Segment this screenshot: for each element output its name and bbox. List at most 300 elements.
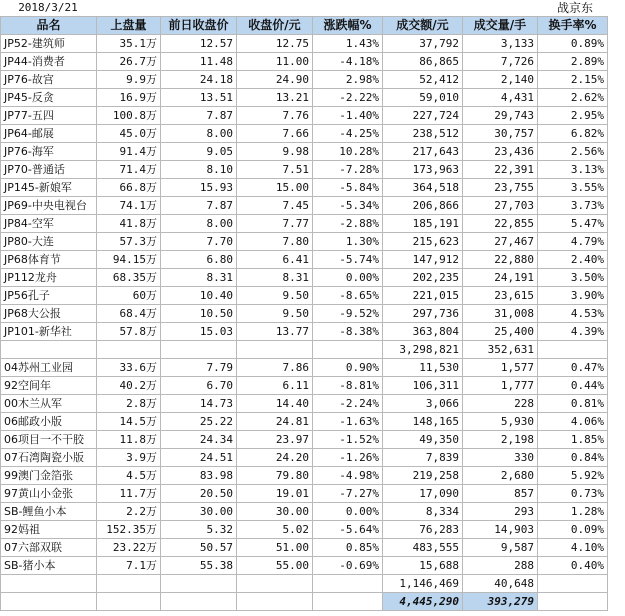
cell-close[interactable]: 13.77 <box>237 323 313 341</box>
table-row <box>1 431 608 449</box>
cell-turnover[interactable]: 0.89% <box>538 35 608 53</box>
cell-amount[interactable]: 15,688 <box>383 557 463 575</box>
cell-change[interactable]: -1.63% <box>313 413 383 431</box>
table-row <box>1 35 608 53</box>
cell-turnover[interactable]: 3.13% <box>538 161 608 179</box>
cell-close[interactable]: 9.50 <box>237 305 313 323</box>
empty-cell[interactable] <box>237 593 313 611</box>
cell-turnover[interactable]: 1.28% <box>538 503 608 521</box>
cell-listed[interactable]: 57.8万 <box>97 323 161 341</box>
cell-listed[interactable]: 2.8万 <box>97 395 161 413</box>
cell-prev-close[interactable]: 7.87 <box>161 107 237 125</box>
cell-amount[interactable]: 106,311 <box>383 377 463 395</box>
cell-name[interactable]: SB-鲤鱼小本 <box>1 503 97 521</box>
empty-cell[interactable] <box>538 593 608 611</box>
cell-name[interactable]: JP80-大连 <box>1 233 97 251</box>
cell-amount[interactable]: 221,015 <box>383 287 463 305</box>
cell-listed[interactable]: 26.7万 <box>97 53 161 71</box>
header-amount[interactable]: 成交额/元 <box>383 17 463 35</box>
cell-volume[interactable]: 27,467 <box>463 233 538 251</box>
cell-listed[interactable]: 152.35万 <box>97 521 161 539</box>
cell-name[interactable]: JP76-故宫 <box>1 71 97 89</box>
grand-total-row-amount[interactable]: 4,445,290 <box>383 593 463 611</box>
header-change[interactable]: 涨跌幅% <box>313 17 383 35</box>
cell-listed[interactable]: 60万 <box>97 287 161 305</box>
cell-change[interactable]: -1.52% <box>313 431 383 449</box>
cell-close[interactable]: 23.97 <box>237 431 313 449</box>
cell-close[interactable]: 51.00 <box>237 539 313 557</box>
cell-change[interactable]: -4.18% <box>313 53 383 71</box>
report-date: 2018/3/21 <box>18 1 78 14</box>
header-listed[interactable]: 上盘量 <box>97 17 161 35</box>
table-row <box>1 161 608 179</box>
cell-close[interactable]: 24.20 <box>237 449 313 467</box>
table-row <box>1 197 608 215</box>
grand-total-row-volume[interactable]: 393,279 <box>463 593 538 611</box>
subtotal-row <box>1 341 608 359</box>
cell-change[interactable]: 0.00% <box>313 269 383 287</box>
cell-close[interactable]: 6.11 <box>237 377 313 395</box>
cell-prev-close[interactable]: 7.87 <box>161 197 237 215</box>
cell-change[interactable]: -4.25% <box>313 125 383 143</box>
cell-name[interactable]: JP84-空军 <box>1 215 97 233</box>
cell-amount[interactable]: 206,866 <box>383 197 463 215</box>
cell-change[interactable]: 0.90% <box>313 359 383 377</box>
table-row <box>1 449 608 467</box>
header-close[interactable]: 收盘价/元 <box>237 17 313 35</box>
empty-cell[interactable] <box>97 593 161 611</box>
cell-amount[interactable]: 86,865 <box>383 53 463 71</box>
cell-close[interactable]: 79.80 <box>237 467 313 485</box>
cell-name[interactable]: 06项目一不干胶 <box>1 431 97 449</box>
empty-cell[interactable] <box>97 341 161 359</box>
cell-change[interactable]: -5.34% <box>313 197 383 215</box>
cell-name[interactable]: JP68体育节 <box>1 251 97 269</box>
cell-turnover[interactable]: 0.44% <box>538 377 608 395</box>
empty-cell[interactable] <box>237 575 313 593</box>
cell-turnover[interactable]: 2.62% <box>538 89 608 107</box>
cell-turnover[interactable]: 3.50% <box>538 269 608 287</box>
cell-listed[interactable]: 68.35万 <box>97 269 161 287</box>
cell-listed[interactable]: 68.4万 <box>97 305 161 323</box>
subtotal-row-amount[interactable]: 1,146,469 <box>383 575 463 593</box>
cell-listed[interactable]: 66.8万 <box>97 179 161 197</box>
cell-name[interactable]: JP76-海军 <box>1 143 97 161</box>
cell-prev-close[interactable]: 14.73 <box>161 395 237 413</box>
cell-change[interactable]: 1.30% <box>313 233 383 251</box>
cell-change[interactable]: -8.38% <box>313 323 383 341</box>
subtotal-row-volume[interactable]: 40,648 <box>463 575 538 593</box>
empty-cell[interactable] <box>313 575 383 593</box>
cell-listed[interactable]: 91.4万 <box>97 143 161 161</box>
cell-turnover[interactable]: 0.73% <box>538 485 608 503</box>
cell-listed[interactable]: 11.8万 <box>97 431 161 449</box>
cell-prev-close[interactable]: 83.98 <box>161 467 237 485</box>
cell-change[interactable]: -4.98% <box>313 467 383 485</box>
cell-change[interactable]: -5.84% <box>313 179 383 197</box>
cell-close[interactable]: 19.01 <box>237 485 313 503</box>
cell-listed[interactable]: 40.2万 <box>97 377 161 395</box>
cell-volume[interactable]: 4,431 <box>463 89 538 107</box>
cell-turnover[interactable]: 4.06% <box>538 413 608 431</box>
cell-prev-close[interactable]: 30.00 <box>161 503 237 521</box>
cell-name[interactable]: JP56孔子 <box>1 287 97 305</box>
cell-listed[interactable]: 94.15万 <box>97 251 161 269</box>
cell-turnover[interactable]: 4.39% <box>538 323 608 341</box>
cell-name[interactable]: 07六部双联 <box>1 539 97 557</box>
cell-prev-close[interactable]: 8.10 <box>161 161 237 179</box>
cell-name[interactable]: JP52-建筑师 <box>1 35 97 53</box>
cell-name[interactable]: JP68大公报 <box>1 305 97 323</box>
cell-volume[interactable]: 14,903 <box>463 521 538 539</box>
cell-change[interactable]: -2.88% <box>313 215 383 233</box>
cell-name[interactable]: 04苏州工业园 <box>1 359 97 377</box>
cell-prev-close[interactable]: 15.03 <box>161 323 237 341</box>
cell-name[interactable]: JP70-普通话 <box>1 161 97 179</box>
cell-prev-close[interactable]: 8.31 <box>161 269 237 287</box>
cell-change[interactable]: -1.40% <box>313 107 383 125</box>
cell-volume[interactable]: 7,726 <box>463 53 538 71</box>
cell-close[interactable]: 6.41 <box>237 251 313 269</box>
cell-volume[interactable]: 30,757 <box>463 125 538 143</box>
cell-amount[interactable]: 37,792 <box>383 35 463 53</box>
cell-close[interactable]: 12.75 <box>237 35 313 53</box>
cell-listed[interactable]: 33.6万 <box>97 359 161 377</box>
cell-prev-close[interactable]: 6.80 <box>161 251 237 269</box>
cell-volume[interactable]: 293 <box>463 503 538 521</box>
cell-amount[interactable]: 364,518 <box>383 179 463 197</box>
table-row <box>1 233 608 251</box>
cell-volume[interactable]: 29,743 <box>463 107 538 125</box>
cell-close[interactable]: 9.50 <box>237 287 313 305</box>
cell-volume[interactable]: 27,703 <box>463 197 538 215</box>
table-row <box>1 215 608 233</box>
empty-cell[interactable] <box>1 593 97 611</box>
cell-prev-close[interactable]: 7.70 <box>161 233 237 251</box>
cell-amount[interactable]: 219,258 <box>383 467 463 485</box>
cell-prev-close[interactable]: 25.22 <box>161 413 237 431</box>
empty-cell[interactable] <box>1 575 97 593</box>
cell-change[interactable]: -9.52% <box>313 305 383 323</box>
empty-cell[interactable] <box>1 341 97 359</box>
cell-turnover[interactable]: 2.15% <box>538 71 608 89</box>
cell-listed[interactable]: 11.7万 <box>97 485 161 503</box>
header-name[interactable]: 品名 <box>1 17 97 35</box>
cell-prev-close[interactable]: 12.57 <box>161 35 237 53</box>
table-row <box>1 53 608 71</box>
cell-turnover[interactable]: 1.85% <box>538 431 608 449</box>
cell-volume[interactable]: 5,930 <box>463 413 538 431</box>
cell-amount[interactable]: 363,804 <box>383 323 463 341</box>
cell-turnover[interactable]: 4.53% <box>538 305 608 323</box>
cell-change[interactable]: 0.00% <box>313 503 383 521</box>
cell-listed[interactable]: 4.5万 <box>97 467 161 485</box>
cell-listed[interactable]: 7.1万 <box>97 557 161 575</box>
cell-turnover[interactable]: 4.10% <box>538 539 608 557</box>
cell-close[interactable]: 8.31 <box>237 269 313 287</box>
cell-close[interactable]: 24.81 <box>237 413 313 431</box>
cell-change[interactable]: -8.81% <box>313 377 383 395</box>
cell-change[interactable]: -5.74% <box>313 251 383 269</box>
cell-close[interactable]: 7.76 <box>237 107 313 125</box>
cell-amount[interactable]: 297,736 <box>383 305 463 323</box>
cell-volume[interactable]: 2,680 <box>463 467 538 485</box>
cell-prev-close[interactable]: 11.48 <box>161 53 237 71</box>
cell-change[interactable]: 10.28% <box>313 143 383 161</box>
cell-volume[interactable]: 857 <box>463 485 538 503</box>
subtotal-row-volume[interactable]: 352,631 <box>463 341 538 359</box>
cell-name[interactable]: SB-猪小本 <box>1 557 97 575</box>
empty-cell[interactable] <box>538 341 608 359</box>
cell-volume[interactable]: 1,577 <box>463 359 538 377</box>
cell-amount[interactable]: 173,963 <box>383 161 463 179</box>
cell-turnover[interactable]: 5.47% <box>538 215 608 233</box>
cell-turnover[interactable]: 3.90% <box>538 287 608 305</box>
cell-name[interactable]: JP101-新华社 <box>1 323 97 341</box>
data-table <box>0 16 608 611</box>
cell-close[interactable]: 15.00 <box>237 179 313 197</box>
cell-prev-close[interactable]: 10.50 <box>161 305 237 323</box>
cell-turnover[interactable]: 2.40% <box>538 251 608 269</box>
cell-volume[interactable]: 22,391 <box>463 161 538 179</box>
cell-amount[interactable]: 215,623 <box>383 233 463 251</box>
cell-turnover[interactable]: 0.40% <box>538 557 608 575</box>
cell-name[interactable]: JP44-消费者 <box>1 53 97 71</box>
cell-change[interactable]: -1.26% <box>313 449 383 467</box>
cell-volume[interactable]: 23,615 <box>463 287 538 305</box>
cell-listed[interactable]: 100.8万 <box>97 107 161 125</box>
cell-prev-close[interactable]: 50.57 <box>161 539 237 557</box>
cell-change[interactable]: -7.28% <box>313 161 383 179</box>
cell-amount[interactable]: 17,090 <box>383 485 463 503</box>
table-row <box>1 107 608 125</box>
cell-prev-close[interactable]: 24.51 <box>161 449 237 467</box>
cell-change[interactable]: 2.98% <box>313 71 383 89</box>
cell-amount[interactable]: 11,530 <box>383 359 463 377</box>
cell-volume[interactable]: 288 <box>463 557 538 575</box>
cell-amount[interactable]: 49,350 <box>383 431 463 449</box>
table-row <box>1 89 608 107</box>
cell-volume[interactable]: 22,880 <box>463 251 538 269</box>
cell-prev-close[interactable]: 6.70 <box>161 377 237 395</box>
cell-turnover[interactable]: 3.73% <box>538 197 608 215</box>
cell-listed[interactable]: 71.4万 <box>97 161 161 179</box>
cell-close[interactable]: 14.40 <box>237 395 313 413</box>
cell-amount[interactable]: 7,839 <box>383 449 463 467</box>
cell-amount[interactable]: 217,643 <box>383 143 463 161</box>
table-row <box>1 359 608 377</box>
cell-amount[interactable]: 3,066 <box>383 395 463 413</box>
cell-volume[interactable]: 31,008 <box>463 305 538 323</box>
title-row <box>0 0 625 16</box>
cell-change[interactable]: 0.85% <box>313 539 383 557</box>
cell-close[interactable]: 7.80 <box>237 233 313 251</box>
cell-volume[interactable]: 25,400 <box>463 323 538 341</box>
cell-close[interactable]: 7.86 <box>237 359 313 377</box>
cell-close[interactable]: 7.45 <box>237 197 313 215</box>
empty-cell[interactable] <box>161 593 237 611</box>
table-row <box>1 503 608 521</box>
cell-volume[interactable]: 1,777 <box>463 377 538 395</box>
cell-amount[interactable]: 76,283 <box>383 521 463 539</box>
cell-volume[interactable]: 228 <box>463 395 538 413</box>
cell-turnover[interactable]: 5.92% <box>538 467 608 485</box>
subtotal-row <box>1 575 608 593</box>
cell-turnover[interactable]: 0.84% <box>538 449 608 467</box>
cell-prev-close[interactable]: 7.79 <box>161 359 237 377</box>
cell-listed[interactable]: 74.1万 <box>97 197 161 215</box>
cell-turnover[interactable]: 3.55% <box>538 179 608 197</box>
author-label: 战京东 <box>556 1 593 15</box>
cell-volume[interactable]: 2,140 <box>463 71 538 89</box>
cell-amount[interactable]: 59,010 <box>383 89 463 107</box>
cell-change[interactable]: -7.27% <box>313 485 383 503</box>
table-row <box>1 557 608 575</box>
cell-close[interactable]: 11.00 <box>237 53 313 71</box>
empty-cell[interactable] <box>313 341 383 359</box>
empty-cell[interactable] <box>161 575 237 593</box>
cell-amount[interactable]: 185,191 <box>383 215 463 233</box>
cell-listed[interactable]: 35.1万 <box>97 35 161 53</box>
cell-listed[interactable]: 9.9万 <box>97 71 161 89</box>
empty-cell[interactable] <box>161 341 237 359</box>
cell-turnover[interactable]: 0.81% <box>538 395 608 413</box>
cell-prev-close[interactable]: 8.00 <box>161 125 237 143</box>
cell-volume[interactable]: 9,587 <box>463 539 538 557</box>
cell-name[interactable]: JP69-中央电视台 <box>1 197 97 215</box>
table-row <box>1 377 608 395</box>
cell-prev-close[interactable]: 24.18 <box>161 71 237 89</box>
cell-name[interactable]: 92妈祖 <box>1 521 97 539</box>
cell-amount[interactable]: 202,235 <box>383 269 463 287</box>
cell-prev-close[interactable]: 20.50 <box>161 485 237 503</box>
cell-prev-close[interactable]: 9.05 <box>161 143 237 161</box>
cell-prev-close[interactable]: 13.51 <box>161 89 237 107</box>
cell-turnover[interactable]: 0.09% <box>538 521 608 539</box>
cell-close[interactable]: 24.90 <box>237 71 313 89</box>
cell-name[interactable]: 99澳门金箔张 <box>1 467 97 485</box>
cell-turnover[interactable]: 0.47% <box>538 359 608 377</box>
table-row <box>1 269 608 287</box>
cell-name[interactable]: 97黄山小金张 <box>1 485 97 503</box>
cell-amount[interactable]: 8,334 <box>383 503 463 521</box>
cell-change[interactable]: -0.69% <box>313 557 383 575</box>
table-row <box>1 143 608 161</box>
cell-turnover[interactable]: 2.56% <box>538 143 608 161</box>
cell-volume[interactable]: 23,436 <box>463 143 538 161</box>
table-row <box>1 467 608 485</box>
cell-listed[interactable]: 41.8万 <box>97 215 161 233</box>
cell-turnover[interactable]: 2.89% <box>538 53 608 71</box>
cell-prev-close[interactable]: 10.40 <box>161 287 237 305</box>
table-row <box>1 413 608 431</box>
cell-change[interactable]: -5.64% <box>313 521 383 539</box>
cell-change[interactable]: -2.24% <box>313 395 383 413</box>
cell-amount[interactable]: 147,912 <box>383 251 463 269</box>
cell-amount[interactable]: 227,724 <box>383 107 463 125</box>
cell-listed[interactable]: 23.22万 <box>97 539 161 557</box>
cell-close[interactable]: 7.77 <box>237 215 313 233</box>
cell-turnover[interactable]: 4.79% <box>538 233 608 251</box>
cell-name[interactable]: 00木兰从军 <box>1 395 97 413</box>
cell-prev-close[interactable]: 24.34 <box>161 431 237 449</box>
cell-name[interactable]: 07石湾陶瓷小版 <box>1 449 97 467</box>
cell-close[interactable]: 9.98 <box>237 143 313 161</box>
cell-turnover[interactable]: 2.95% <box>538 107 608 125</box>
cell-name[interactable]: JP145-新娘军 <box>1 179 97 197</box>
table-row <box>1 521 608 539</box>
cell-listed[interactable]: 2.2万 <box>97 503 161 521</box>
cell-amount[interactable]: 52,412 <box>383 71 463 89</box>
empty-cell[interactable] <box>237 341 313 359</box>
cell-close[interactable]: 30.00 <box>237 503 313 521</box>
empty-cell[interactable] <box>313 593 383 611</box>
cell-turnover[interactable]: 6.82% <box>538 125 608 143</box>
cell-listed[interactable]: 3.9万 <box>97 449 161 467</box>
cell-close[interactable]: 5.02 <box>237 521 313 539</box>
cell-prev-close[interactable]: 15.93 <box>161 179 237 197</box>
subtotal-row-amount[interactable]: 3,298,821 <box>383 341 463 359</box>
table-row <box>1 71 608 89</box>
cell-listed[interactable]: 16.9万 <box>97 89 161 107</box>
header-row <box>1 17 608 35</box>
table-row <box>1 179 608 197</box>
cell-close[interactable]: 7.51 <box>237 161 313 179</box>
table-row <box>1 287 608 305</box>
cell-close[interactable]: 13.21 <box>237 89 313 107</box>
table-row <box>1 305 608 323</box>
table-row <box>1 323 608 341</box>
cell-volume[interactable]: 23,755 <box>463 179 538 197</box>
table-row <box>1 395 608 413</box>
cell-amount[interactable]: 238,512 <box>383 125 463 143</box>
grand-total-row <box>1 593 608 611</box>
cell-volume[interactable]: 2,198 <box>463 431 538 449</box>
cell-name[interactable]: JP112龙舟 <box>1 269 97 287</box>
cell-name[interactable]: JP64-邮展 <box>1 125 97 143</box>
table-row <box>1 539 608 557</box>
cell-close[interactable]: 7.66 <box>237 125 313 143</box>
cell-volume[interactable]: 22,855 <box>463 215 538 233</box>
header-turnover[interactable]: 换手率% <box>538 17 608 35</box>
cell-name[interactable]: JP77-五四 <box>1 107 97 125</box>
cell-listed[interactable]: 45.0万 <box>97 125 161 143</box>
header-volume[interactable]: 成交量/手 <box>463 17 538 35</box>
cell-listed[interactable]: 57.3万 <box>97 233 161 251</box>
cell-prev-close[interactable]: 8.00 <box>161 215 237 233</box>
cell-volume[interactable]: 24,191 <box>463 269 538 287</box>
table-row <box>1 251 608 269</box>
cell-amount[interactable]: 148,165 <box>383 413 463 431</box>
cell-name[interactable]: 06邮政小版 <box>1 413 97 431</box>
empty-cell[interactable] <box>538 575 608 593</box>
cell-change[interactable]: -8.65% <box>313 287 383 305</box>
cell-change[interactable]: 1.43% <box>313 35 383 53</box>
cell-close[interactable]: 55.00 <box>237 557 313 575</box>
cell-prev-close[interactable]: 55.38 <box>161 557 237 575</box>
cell-amount[interactable]: 483,555 <box>383 539 463 557</box>
cell-volume[interactable]: 330 <box>463 449 538 467</box>
empty-cell[interactable] <box>97 575 161 593</box>
cell-prev-close[interactable]: 5.32 <box>161 521 237 539</box>
cell-name[interactable]: 92空间年 <box>1 377 97 395</box>
header-prev-close[interactable]: 前日收盘价 <box>161 17 237 35</box>
cell-change[interactable]: -2.22% <box>313 89 383 107</box>
cell-name[interactable]: JP45-反贪 <box>1 89 97 107</box>
cell-listed[interactable]: 14.5万 <box>97 413 161 431</box>
table-row <box>1 485 608 503</box>
cell-volume[interactable]: 3,133 <box>463 35 538 53</box>
